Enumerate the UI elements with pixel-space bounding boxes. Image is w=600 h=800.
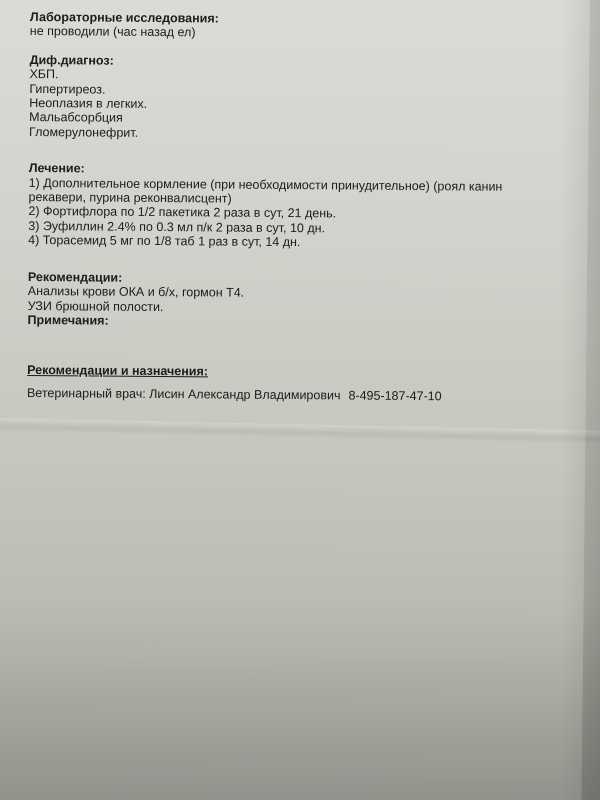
lab-value: не проводили (час назад ел) [29, 24, 196, 40]
doctor-phone: 8-495-187-47-10 [348, 388, 442, 403]
bottom-shadow [0, 600, 600, 800]
recommendation-item: УЗИ брюшной полости. [27, 298, 164, 314]
recs-and-prescriptions-heading: Рекомендации и назначения: [27, 363, 209, 379]
treatment-item: 1) Дополнительное кормление (при необходимости принудительное) (роял канин рекавери, пурина реконвалисцент) [28, 175, 503, 206]
recommendation-item: Анализы крови ОКА и б/х, гормон Т4. [27, 284, 245, 300]
diff-diagnosis-item: Гипертиреоз. [29, 81, 106, 97]
treatment-heading: Лечение: [28, 161, 85, 176]
diff-diagnosis-heading: Диф.диагноз: [29, 52, 114, 68]
lab-heading: Лабораторные исследования: [29, 10, 219, 26]
treatment-item: 2) Фортифлора по 1/2 пакетика 2 раза в сут, 21 день. [28, 204, 337, 221]
diff-diagnosis-item: Гломерулонефрит. [28, 124, 139, 140]
treatment-item: 4) Торасемид 5 мг по 1/8 таб 1 раз в сут, 14 дн. [28, 233, 301, 250]
treatment-item: 3) Эуфиллин 2.4% по 0.3 мл п/к 2 раза в сут, 10 дн. [28, 218, 326, 236]
diff-diagnosis-item: ХБП. [29, 67, 59, 82]
doctor-label: Ветеринарный врач: Лисин Александр Владимирович [26, 385, 341, 403]
document-text [27, 10, 570, 404]
notes-heading: Примечания: [27, 312, 109, 328]
recommendations-heading: Рекомендации: [27, 269, 123, 285]
diff-diagnosis-item: Неоплазия в легких. [29, 96, 148, 111]
diff-diagnosis-item: Мальабсорбция [29, 110, 123, 126]
